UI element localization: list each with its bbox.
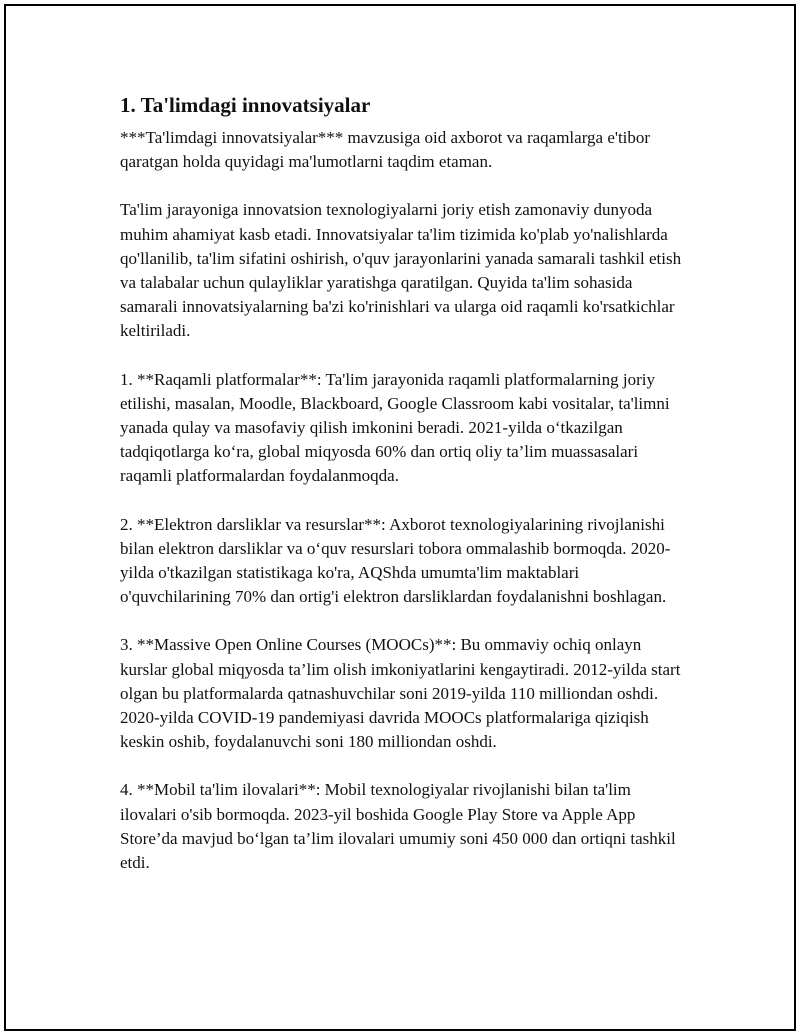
item-digital-platforms: 1. **Raqamli platformalar**: Ta'lim jarayonida raqamli platformalarning joriy etilishi, masalan, Moodle, Blackboard, Google Classroom kabi vositalar, ta'limni yanada qulay va masofaviy qilish imkonini beradi. 2021-yilda o‘tkazilgan tadqiqotlarga ko‘ra, global miqyosda 60% dan ortiq oliy ta’lim muassasalari raqamli platformalardan foydalanmoqda. (120, 369, 670, 486)
item-moocs: 3. **Massive Open Online Courses (MOOCs)**: Bu ommaviy ochiq onlayn kurslar global miqyosda ta’lim olish imkoniyatlarini kengaytiradi. 2012-yilda start olgan bu platformalarda qatnashuvchilar soni 2019-yilda 110 milliondan oshdi. 2020-yilda COVID-19 pandemiyasi davrida MOOCs platformalariga qiziqish keskin oshib, foydalanuvchi soni 180 milliondan oshdi. (120, 635, 681, 752)
overview-paragraph: Ta'lim jarayoniga innovatsion texnologiyalarni joriy etish zamonaviy dunyoda muhim ahamiyat kasb etadi. Innovatsiyalar ta'lim tizimida ko'plab yo'nalishlarda qo'llanilib, ta'lim sifatini oshirish, o'quv jarayonlarini yanada samarali tashkil etish va talabalar uchun qulayliklar yaratishga qaratilgan. Quyida ta'lim sohasida samarali innovatsiyalarning ba'zi ko'rinishlari va ularga oid raqamli ko'rsatkichlar keltiriladi. (120, 200, 682, 341)
item-mobile-apps: 4. **Mobil ta'lim ilovalari**: Mobil texnologiyalar rivojlanishi bilan ta'lim ilovalari o'sib bormoqda. 2023-yil boshida Google Play Store va Apple App Store’da mavjud bo‘lgan ta’lim ilovalari umumiy soni 450 000 dan ortiqni tashkil etdi. (120, 780, 676, 873)
item-electronic-textbooks: 2. **Elektron darsliklar va resurslar**: Axborot texnologiyalarining rivojlanishi bilan elektron darsliklar va o‘quv resurslari tobora ommalashib bormoqda. 2020-yilda o'tkazilgan statistikaga ko'ra, AQShda umumta'lim maktablari o'quvchilarining 70% dan ortig'i elektron darsliklardan foydalanishni boshlagan. (120, 514, 671, 607)
section-heading: 1. Ta'limdagi innovatsiyalar (120, 93, 371, 117)
page-frame (4, 4, 796, 1031)
intro-paragraph: ***Ta'limdagi innovatsiyalar*** mavzusiga oid axborot va raqamlarga e'tibor qaratgan holda quyidagi ma'lumotlarni taqdim etaman. (120, 128, 651, 172)
document-body (120, 92, 690, 875)
